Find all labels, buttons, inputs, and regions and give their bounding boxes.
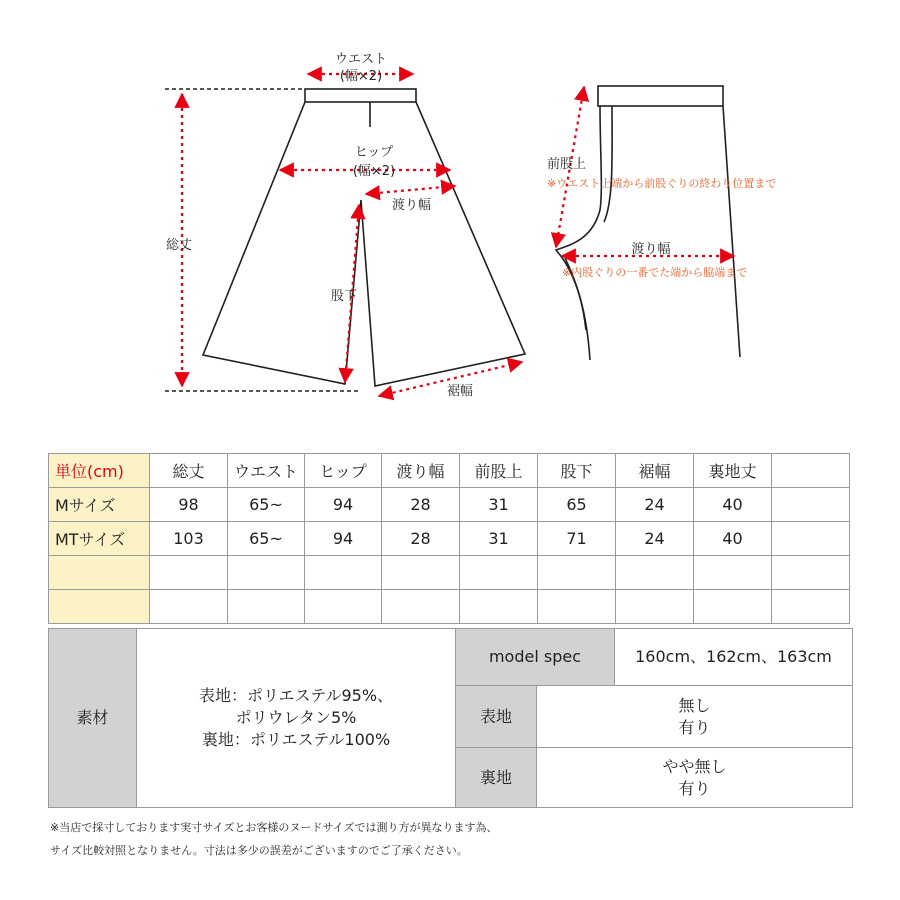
size-value-cell (616, 556, 694, 590)
size-value-cell: 103 (150, 522, 228, 556)
note-line: サイズ比較対照となりません。寸法は多少の誤差がございますのでご了承ください。 (50, 844, 468, 857)
size-table-row (49, 590, 850, 624)
material-description (137, 629, 455, 807)
column-header (772, 454, 850, 488)
size-value-cell (694, 556, 772, 590)
model-spec-label: model spec (456, 629, 614, 685)
size-table-header-row (49, 454, 850, 488)
size-value-cell: 65~ (228, 522, 305, 556)
column-header: ウエスト (228, 454, 305, 488)
column-header: 裾幅 (616, 454, 694, 488)
front-rise-note: ※ウエスト上端から前股ぐりの終わり位置まで (547, 177, 777, 190)
size-value-cell (616, 590, 694, 624)
size-table-row (49, 522, 850, 556)
size-value-cell (150, 590, 228, 624)
size-value-cell (228, 556, 305, 590)
size-table-row (49, 488, 850, 522)
column-header: 股下 (538, 454, 616, 488)
culotte-outline (203, 89, 525, 386)
size-table-row (49, 556, 850, 590)
column-header: 渡り幅 (382, 454, 460, 488)
size-value-cell (772, 556, 850, 590)
size-value-cell: 24 (616, 488, 694, 522)
note-line: ※当店で採寸しております実寸サイズとお客様のヌードサイズでは測り方が異なります為、 (50, 821, 498, 834)
length-guides (165, 89, 360, 391)
material-info-block (48, 628, 853, 808)
size-value-cell (305, 556, 382, 590)
size-value-cell (538, 590, 616, 624)
thigh-width-note: ※内股ぐりの一番でた端から脇端まで (562, 266, 748, 279)
size-value-cell (538, 556, 616, 590)
size-value-cell (460, 590, 538, 624)
size-name-cell (49, 590, 150, 624)
sheer-values (537, 686, 852, 747)
size-value-cell (694, 590, 772, 624)
size-value-cell (772, 488, 850, 522)
size-value-cell (382, 556, 460, 590)
size-value-cell: 98 (150, 488, 228, 522)
divider (614, 629, 615, 685)
material-line: ポリウレタン5% (235, 708, 357, 727)
size-table (48, 453, 850, 624)
size-value-cell (382, 590, 460, 624)
size-value-cell: 28 (382, 488, 460, 522)
divider (455, 629, 456, 807)
unit-label: 単位(cm) (49, 454, 150, 488)
trouser-profile-outline (556, 86, 740, 360)
lining-value: 有り (678, 778, 711, 798)
size-value-cell (772, 590, 850, 624)
hip-label: ヒップ (354, 145, 394, 160)
size-value-cell: 31 (460, 488, 538, 522)
size-name-cell: Mサイズ (49, 488, 150, 522)
front-rise-label: 前股上 (547, 157, 587, 172)
waist-note: (幅×2) (339, 69, 383, 84)
disclaimer-notes (50, 816, 497, 862)
column-header: ヒップ (305, 454, 382, 488)
size-name-cell (49, 556, 150, 590)
total-length-label: 総丈 (166, 238, 193, 253)
inseam-label: 股下 (331, 289, 358, 304)
waist-label: ウエスト (334, 52, 388, 67)
size-value-cell: 71 (538, 522, 616, 556)
lining-label: 裏地 (456, 748, 536, 807)
size-value-cell: 31 (460, 522, 538, 556)
thigh-width-profile-label: 渡り幅 (631, 242, 671, 257)
sheer-value: 無し (678, 695, 711, 715)
measurement-arrows (182, 74, 734, 396)
size-value-cell: 94 (305, 488, 382, 522)
column-header: 前股上 (460, 454, 538, 488)
size-value-cell (228, 590, 305, 624)
hem-width-label: 裾幅 (447, 384, 474, 399)
material-line: 表地：ポリエステル95%、 (198, 686, 394, 705)
size-value-cell: 40 (694, 488, 772, 522)
column-header: 裏地丈 (694, 454, 772, 488)
measurement-diagram (0, 0, 900, 430)
material-line: 裏地：ポリエステル100% (201, 730, 391, 749)
size-value-cell: 65 (538, 488, 616, 522)
lining-value: やや無し (662, 756, 727, 776)
sheer-label: 表地 (456, 686, 536, 747)
divider (455, 685, 852, 686)
size-value-cell (460, 556, 538, 590)
model-spec-value: 160cm、162cm、163cm (635, 647, 832, 666)
size-value-cell (772, 522, 850, 556)
size-value-cell: 94 (305, 522, 382, 556)
lining-values (537, 748, 852, 807)
size-value-cell (305, 590, 382, 624)
hip-note: (幅×2) (352, 164, 396, 179)
size-value-cell (150, 556, 228, 590)
size-value-cell: 24 (616, 522, 694, 556)
column-header: 総丈 (150, 454, 228, 488)
divider (455, 747, 852, 748)
material-label: 素材 (49, 629, 136, 807)
divider (136, 629, 137, 807)
thigh-width-label: 渡り幅 (392, 198, 432, 213)
sheer-value: 有り (678, 717, 711, 737)
divider (536, 685, 537, 807)
size-name-cell: MTサイズ (49, 522, 150, 556)
size-value-cell: 40 (694, 522, 772, 556)
size-value-cell: 28 (382, 522, 460, 556)
size-value-cell: 65~ (228, 488, 305, 522)
